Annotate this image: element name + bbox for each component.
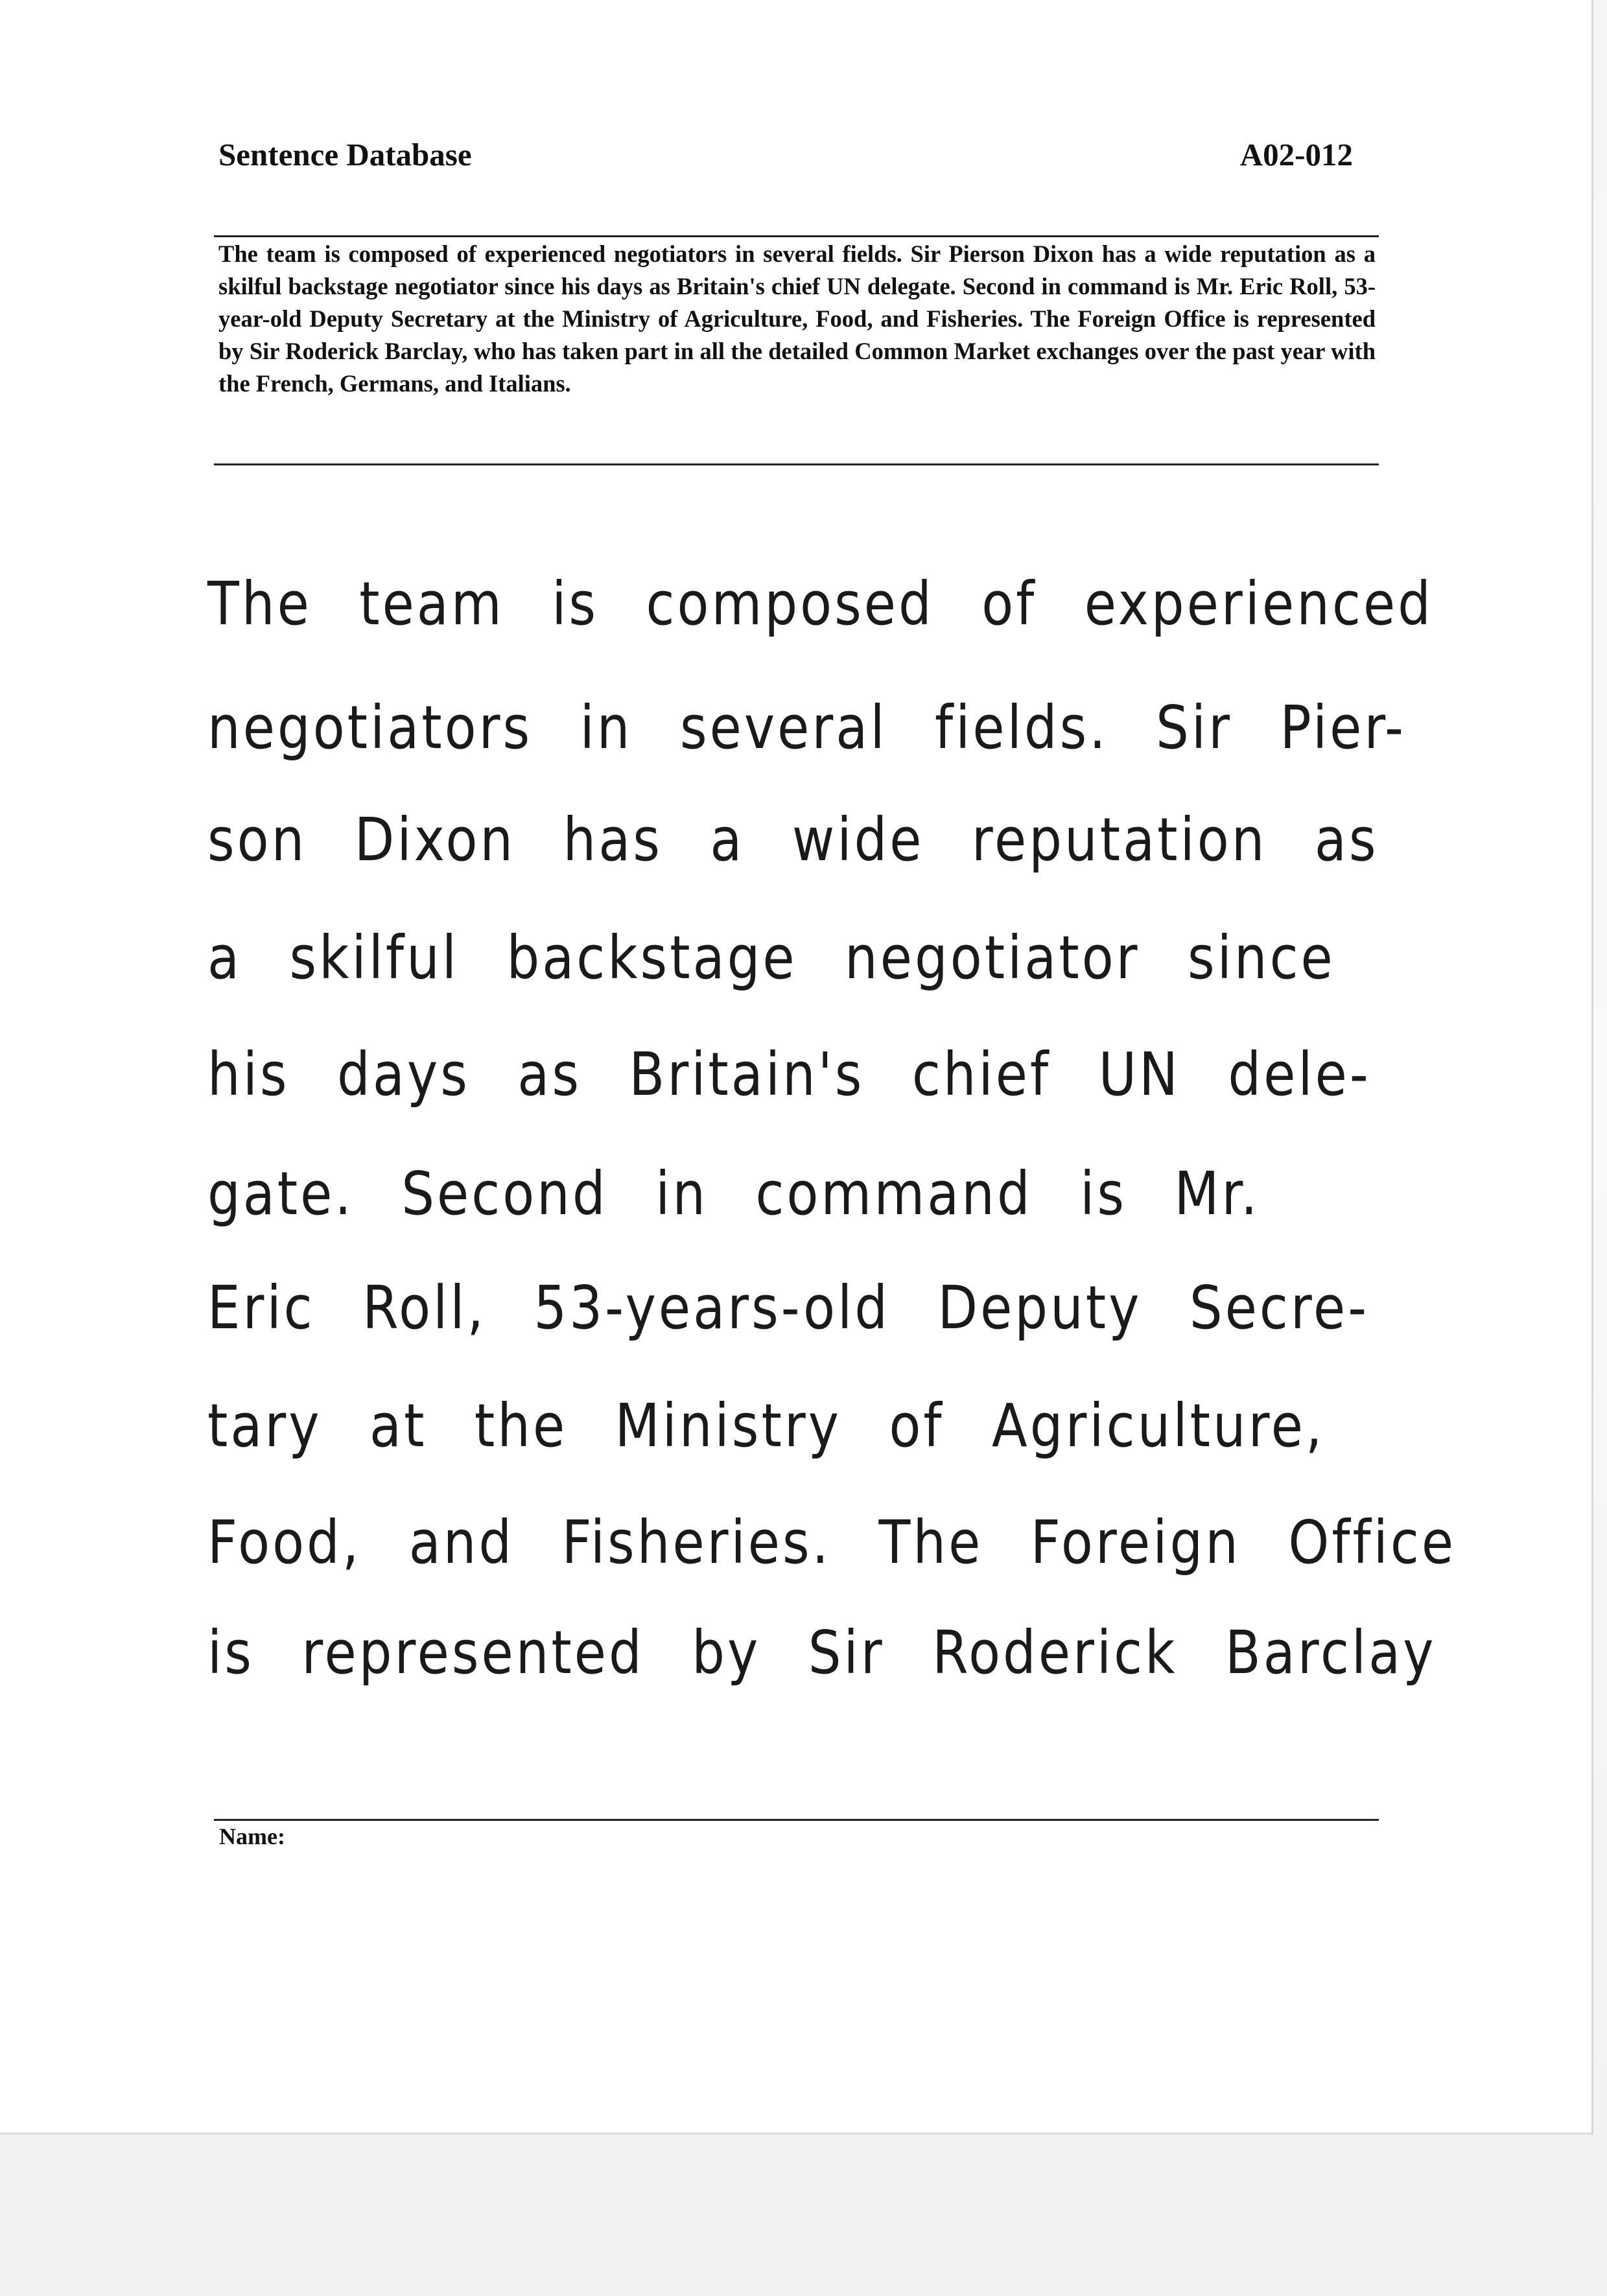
handwritten-line: The team is composed of experienced xyxy=(207,568,1433,638)
handwritten-line: son Dixon has a wide reputation as xyxy=(207,804,1379,874)
handwritten-line: a skilful backstage negotiator since xyxy=(207,922,1335,992)
form-title: Sentence Database xyxy=(218,137,472,172)
handwritten-line: gate. Second in command is Mr. xyxy=(207,1158,1260,1228)
handwritten-line: Food, and Fisheries. The Foreign Office xyxy=(207,1507,1457,1577)
handwritten-line: Eric Roll, 53-years-old Deputy Secre- xyxy=(207,1272,1370,1342)
name-rule xyxy=(214,1819,1379,1821)
handwritten-text-area xyxy=(207,0,1478,1815)
handwritten-line: negotiators in several fields. Sir Pier- xyxy=(207,692,1407,762)
handwritten-line: his days as Britain's chief UN dele- xyxy=(207,1039,1371,1109)
handwritten-line: is represented by Sir Roderick Barclay xyxy=(207,1617,1437,1687)
form-id: A02-012 xyxy=(1239,137,1353,172)
handwritten-line: tary at the Ministry of Agriculture, xyxy=(207,1390,1325,1460)
printed-prompt-text: The team is composed of experienced negotiators in several fields. Sir Pierson Dixon has a wide reputation as a skilful backstage negotiator since his days as Britain's chief UN delegate. Second in command is Mr. Eric Roll, 53-year-old Deputy Secretary at the Ministry of Agriculture, Food, and Fisheries. The Foreign Office is represented by Sir Roderick Barclay, who has taken part in all the detailed Common Market exchanges over the past year with the French, Germans, and Italians. xyxy=(218,240,1376,397)
name-label: Name: xyxy=(219,1823,285,1849)
